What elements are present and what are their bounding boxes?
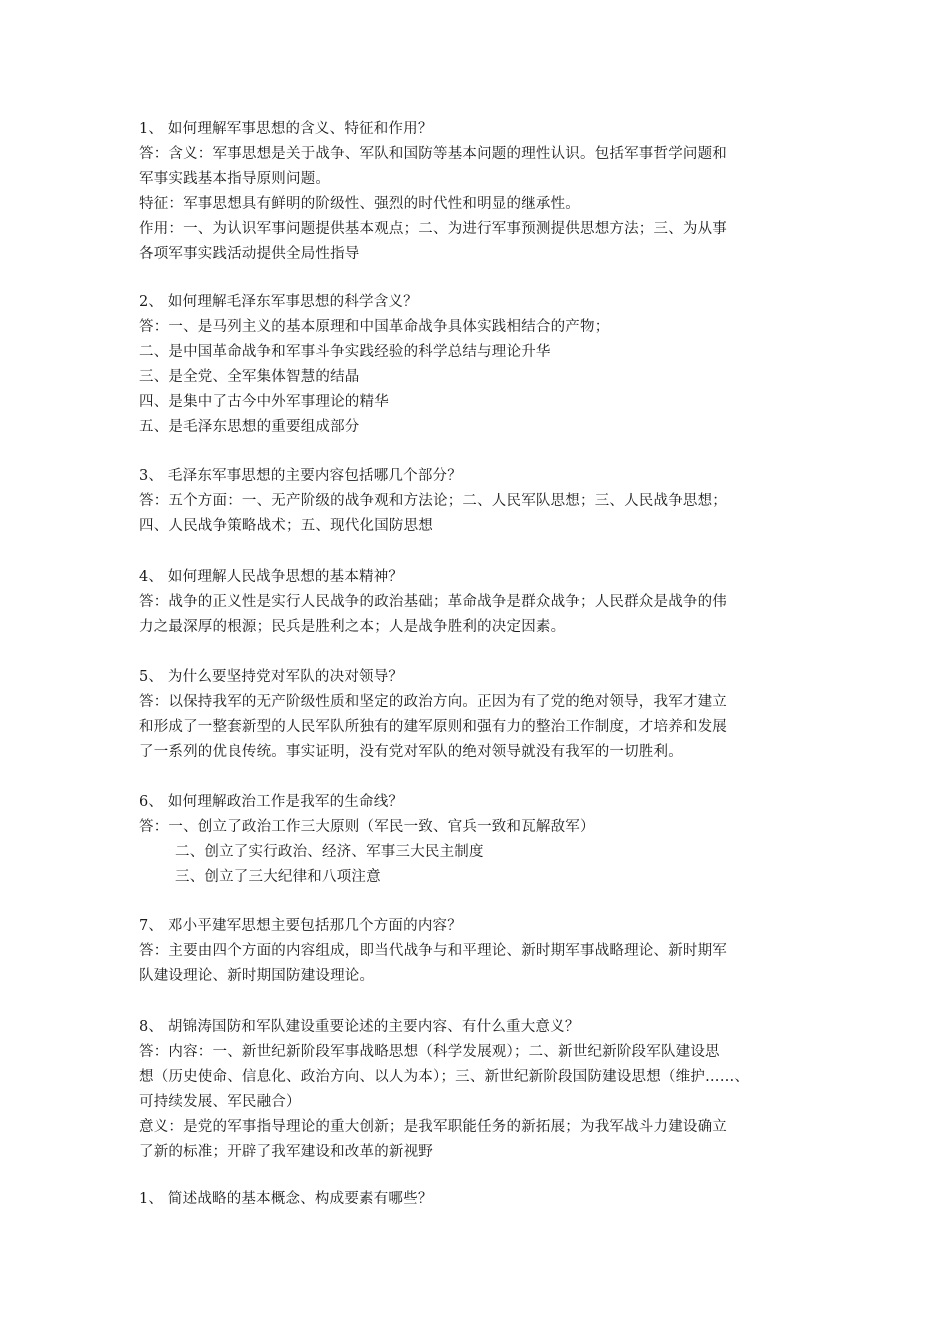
answer-line: 二、是中国革命战争和军事斗争实践经验的科学总结与理论升华 [139,344,551,360]
answer-line: 作用：一、为认识军事问题提供基本观点；二、为进行军事预测提供思想方法；三、为从事 [139,221,727,237]
question-block-2 [139,290,819,440]
answer-line: 力之最深厚的根源；民兵是胜利之本；人是战争胜利的决定因素。 [139,619,566,635]
answer-line: 四、是集中了古今中外军事理论的精华 [139,394,389,410]
answer-line: 答：内容：一、新世纪新阶段军事战略思想（科学发展观）；二、新世纪新阶段军队建设思 [139,1044,720,1060]
answer-line: 可持续发展、军民融合） [139,1094,301,1110]
answer-line: 意义：是党的军事指导理论的重大创新；是我军职能任务的新拓展；为我军战斗力建设确立 [139,1119,727,1135]
answer-line: 答：含义：军事思想是关于战争、军队和国防等基本问题的理性认识。包括军事哲学问题和 [139,146,727,162]
answer-line: 了新的标准；开辟了我军建设和改革的新视野 [139,1144,433,1160]
question-heading: 3、 毛泽东军事思想的主要内容包括哪几个部分？ [139,468,462,484]
question-block-3 [139,464,819,539]
answer-line: 想（历史使命、信息化、政治方向、以人为本）；三、新世纪新阶段国防建设思想（维护……、 [139,1069,750,1085]
answer-line: 三、是全党、全军集体智慧的结晶 [139,369,360,385]
question-heading: 6、 如何理解政治工作是我军的生命线？ [139,794,404,810]
question-heading: 8、 胡锦涛国防和军队建设重要论述的主要内容、有什么重大意义？ [139,1019,580,1035]
answer-line: 答：以保持我军的无产阶级性质和坚定的政治方向。正因为有了党的绝对领导，我军才建立 [139,694,727,710]
question-heading: 4、 如何理解人民战争思想的基本精神？ [139,569,404,585]
question-block-8 [139,1015,819,1165]
question-block-9 [139,1187,819,1212]
answer-line: 了一系列的优良传统。事实证明，没有党对军队的绝对领导就没有我军的一切胜利。 [139,744,683,760]
answer-line: 五、是毛泽东思想的重要组成部分 [139,419,360,435]
answer-line: 特征：军事思想具有鲜明的阶级性、强烈的时代性和明显的继承性。 [139,196,580,212]
question-heading: 7、 邓小平建军思想主要包括那几个方面的内容？ [139,918,462,934]
answer-line: 队建设理论、新时期国防建设理论。 [139,968,375,984]
answer-line-indented: 二、创立了实行政治、经济、军事三大民主制度 [175,844,484,860]
question-block-6 [139,790,819,890]
answer-line: 和形成了一整套新型的人民军队所独有的建军原则和强有力的整治工作制度，才培养和发展 [139,719,727,735]
question-heading: 1、 如何理解军事思想的含义、特征和作用？ [139,121,433,137]
answer-line: 答：一、创立了政治工作三大原则（军民一致、官兵一致和瓦解敌军） [139,819,595,835]
question-heading: 2、 如何理解毛泽东军事思想的科学含义？ [139,294,418,310]
answer-line: 答：一、是马列主义的基本原理和中国革命战争具体实践相结合的产物； [139,319,610,335]
question-heading: 1、 简述战略的基本概念、构成要素有哪些？ [139,1191,433,1207]
answer-line: 四、人民战争策略战术；五、现代化国防思想 [139,518,433,534]
answer-line: 答：五个方面：一、无产阶级的战争观和方法论；二、人民军队思想；三、人民战争思想； [139,493,727,509]
answer-line-indented: 三、创立了三大纪律和八项注意 [175,869,381,885]
question-block-7 [139,914,819,989]
answer-line: 军事实践基本指导原则问题。 [139,171,331,187]
question-heading: 5、 为什么要坚持党对军队的决对领导？ [139,669,404,685]
answer-line: 答：战争的正义性是实行人民战争的政治基础；革命战争是群众战争；人民群众是战争的伟 [139,594,727,610]
question-block-5 [139,665,819,765]
answer-line: 各项军事实践活动提供全局性指导 [139,246,360,262]
question-block-1 [139,117,819,267]
question-block-4 [139,565,819,640]
answer-line: 答：主要由四个方面的内容组成，即当代战争与和平理论、新时期军事战略理论、新时期军 [139,943,727,959]
